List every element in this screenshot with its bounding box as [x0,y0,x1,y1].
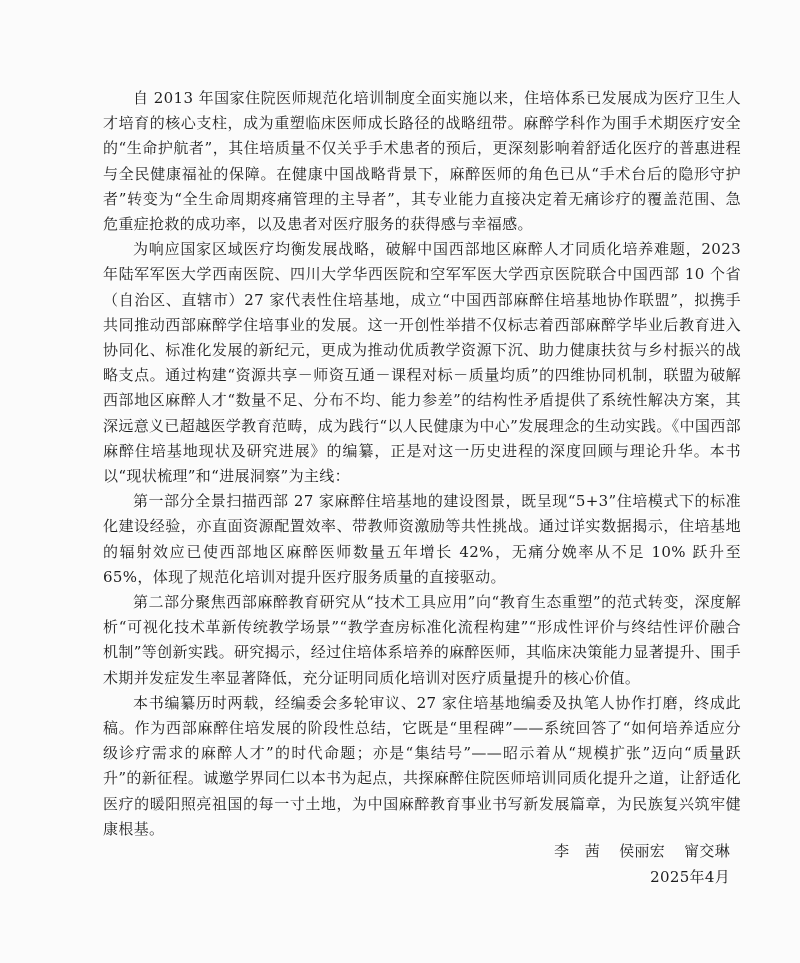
author-name: 甯交琳 [684,842,730,860]
paragraph-alliance: 为响应国家区域医疗均衡发展战略，破解中国西部地区麻醉人才同质化培养难题，2023 年陆军军医大学西南医院、四川大学华西医院和空军军医大学西京医院联合中国西部 10 个省（自治区、直辖市）27 家代表性住培基地，成立“中国西部麻醉住培基地协作联盟”，拟携手共同推动西部麻醉学住培事业的发展。这一开创性举措不仅标志着西部麻醉学毕业后教育进入协同化、标准化发展的新纪元，更成为推动优质教学资源下沉、助力健康扶贫与乡村振兴的战略支点。通过构建“资源共享－师资互通－课程对标－质量均质”的四维协同机制，联盟为破解西部地区麻醉人才“数量不足、分布不均、能力参差”的结构性矛盾提供了系统性解决方案，其深远意义已超越医学教育范畴，成为践行“以人民健康为中心”发展理念的生动实践。《中国西部麻醉住培基地现状及研究进展》的编纂，正是对这一历史进程的深度回顾与理论升华。本书以“现状梳理”和“进展洞察”为主线： [103,240,741,486]
signature-date: 2025年4月 [650,868,730,886]
paragraph-intro: 自 2013 年国家住院医师规范化培训制度全面实施以来，住培体系已发展成为医疗卫生人才培育的核心支柱，成为重塑临床医师成长路径的战略纽带。麻醉学科作为围手术期医疗安全的“生命护航者”，其住培质量不仅关乎手术患者的预后，更深刻影响着舒适化医疗的普惠进程与全民健康福祉的保障。在健康中国战略背景下，麻醉医师的角色已从“手术台后的隐形守护者”转变为“全生命周期疼痛管理的主导者”，其专业能力直接决定着无痛诊疗的覆盖范围、急危重症抢救的成功率，以及患者对医疗服务的获得感与幸福感。 [103,89,741,234]
signature-block [540,838,730,890]
author-name: 侯丽宏 [619,842,666,860]
paragraph-part-two: 第二部分聚焦西部麻醉教育研究从“技术工具应用”向“教育生态重塑”的范式转变，深度解析“可视化技术革新传统教学场景”“教学查房标准化流程构建”“形成性评价与终结性评价融合机制”等创新实践。研究揭示，经过住培体系培养的麻醉医师，其临床决策能力显著提升、围手术期并发症发生率显著降低，充分证明同质化培训对医疗质量提升的核心价值。 [103,593,741,687]
paragraph-part-one: 第一部分全景扫描西部 27 家麻醉住培基地的建设图景，既呈现“5+3”住培模式下的标准化建设经验，亦直面资源配置效率、带教师资激励等共性挑战。通过详实数据揭示，住培基地的辐射效应已使西部地区麻醉医师数量五年增长 42%，无痛分娩率从不足 10% 跃升至 65%，体现了规范化培训对提升医疗服务质量的直接驱动。 [103,492,741,586]
preface-body [103,86,741,842]
author-names [540,838,730,864]
paragraph-closing: 本书编纂历时两载，经编委会多轮审议、27 家住培基地编委及执笔人协作打磨，终成此稿。作为西部麻醉住培发展的阶段性总结，它既是“里程碑”——系统回答了“如何培养适应分级诊疗需求的麻醉人才”的时代命题；亦是“集结号”——昭示着从“规模扩张”迈向“质量跃升”的新征程。诚邀学界同仁以本书为起点，共探麻醉住院医师培训同质化提升之道，让舒适化医疗的暖阳照亮祖国的每一寸土地，为中国麻醉教育事业书写新发展篇章，为民族复兴筑牢健康根基。 [103,693,741,838]
author-name: 李 茜 [554,842,601,860]
